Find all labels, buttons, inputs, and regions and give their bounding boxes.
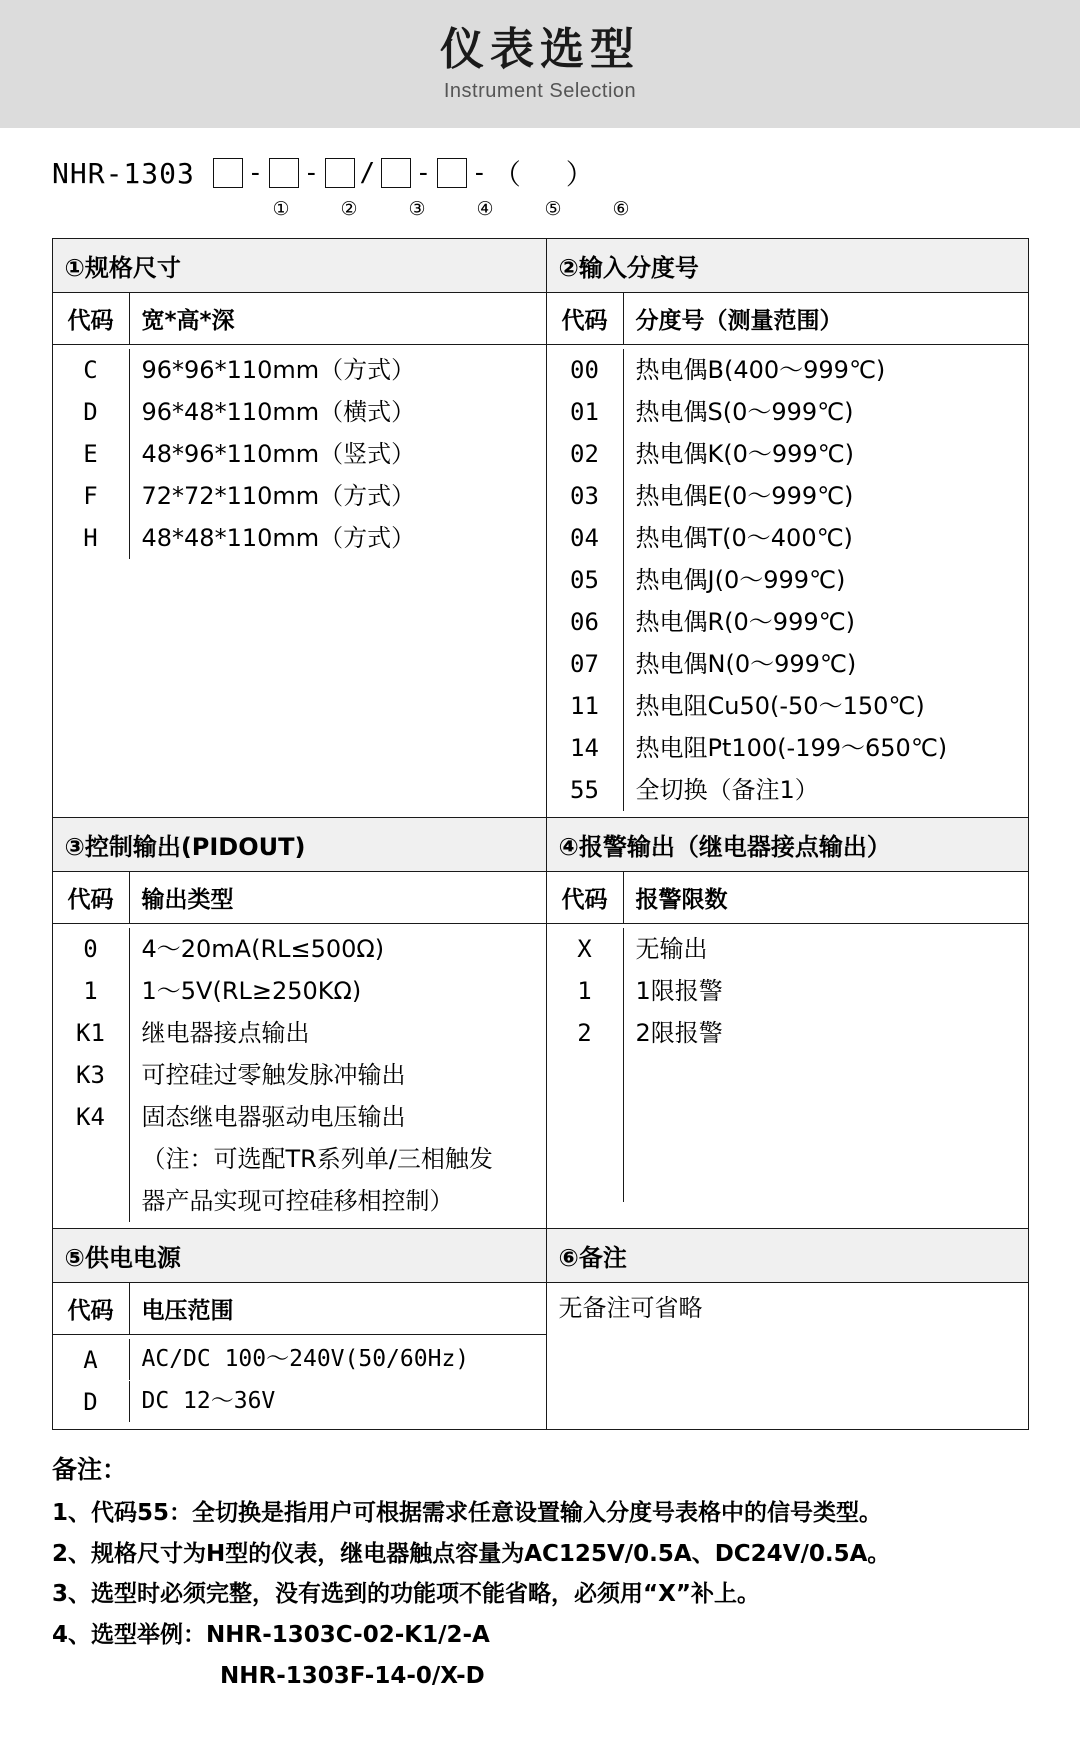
description: 热电阻Pt100(-199～650℃) <box>623 727 1028 769</box>
table-row <box>52 818 1028 1229</box>
section-1-head-desc: 宽*高*深 <box>129 293 546 344</box>
model-marker-6: ⑥ <box>612 198 630 220</box>
section-4-header <box>547 872 1028 924</box>
model-marker-3: ③ <box>408 198 426 220</box>
footer-item-2: 2、规格尺寸为H型的仪表，继电器触点容量为AC125V/0.5A、DC24V/0.5A。 <box>52 1540 891 1567</box>
section-3-note-1 <box>53 1138 546 1180</box>
list-item <box>53 1381 546 1423</box>
section-1-rows <box>53 345 546 565</box>
note-text: （注：可选配TR系列单/三相触发 <box>129 1138 546 1180</box>
model-code-row <box>52 150 1080 196</box>
footer-item-3: 3、选型时必须完整，没有选到的功能项不能省略，必须用“X”补上。 <box>52 1581 760 1608</box>
list-item <box>53 1054 546 1096</box>
list-item <box>53 1012 546 1054</box>
description: 热电偶N(0～999℃) <box>623 643 1028 685</box>
model-marker-5: ⑤ <box>544 198 562 220</box>
model-slot-2 <box>269 158 299 188</box>
page-header <box>0 0 1080 128</box>
code: 06 <box>570 608 599 636</box>
code: E <box>83 440 98 468</box>
description: 72*72*110mm（方式） <box>129 475 546 517</box>
section-2-head-code: 代码 <box>561 308 608 334</box>
section-4-head-desc: 报警限数 <box>623 872 1028 923</box>
description: 热电偶R(0～999℃) <box>623 601 1028 643</box>
footer-example-2: NHR-1303F-14-0/X-D <box>220 1662 485 1689</box>
code-empty <box>53 1180 129 1222</box>
code: 55 <box>570 776 599 804</box>
code: C <box>83 356 98 384</box>
description: 热电偶E(0～999℃) <box>623 475 1028 517</box>
description: 1限报警 <box>623 970 1028 1012</box>
section-6 <box>546 1229 1028 1430</box>
code: D <box>83 398 98 426</box>
section-1 <box>52 239 546 818</box>
description: 固态继电器驱动电压输出 <box>129 1096 546 1138</box>
list-item <box>53 391 546 433</box>
section-2-rows <box>547 345 1028 817</box>
section-2-header <box>547 293 1028 345</box>
model-slot-6: （ ） <box>492 158 608 191</box>
list-item <box>547 1012 1028 1054</box>
section-3-title: ③控制输出(PIDOUT) <box>53 818 546 872</box>
list-item <box>547 433 1028 475</box>
list-item <box>547 643 1028 685</box>
code: K3 <box>76 1061 105 1089</box>
code: 01 <box>570 398 599 426</box>
footer-notes <box>52 1450 1032 1693</box>
model-slot-4 <box>381 158 411 188</box>
list-item <box>53 1096 546 1138</box>
footer-item-4: 4、选型举例：NHR-1303C-02-K1/2-A <box>52 1621 490 1648</box>
description: 热电偶J(0～999℃) <box>623 559 1028 601</box>
description: DC 12～36V <box>129 1381 546 1422</box>
code: 00 <box>570 356 599 384</box>
model-marker-4: ④ <box>476 198 494 220</box>
description: 48*48*110mm（方式） <box>129 517 546 559</box>
section-1-header <box>53 293 546 345</box>
list-item <box>547 970 1028 1012</box>
code: A <box>83 1346 98 1374</box>
list-item <box>53 970 546 1012</box>
code: 07 <box>570 650 599 678</box>
section-2-head-desc: 分度号（测量范围） <box>623 293 1028 344</box>
code: D <box>83 1388 98 1416</box>
list-item <box>547 601 1028 643</box>
description: 可控硅过零触发脉冲输出 <box>129 1054 546 1096</box>
filler-row <box>547 1054 1028 1202</box>
model-slot-3 <box>325 158 355 188</box>
model-slot-5 <box>437 158 467 188</box>
list-item <box>53 928 546 970</box>
section-4 <box>546 818 1028 1229</box>
section-5 <box>52 1229 546 1430</box>
code: 11 <box>570 692 599 720</box>
section-6-text: 无备注可省略 <box>558 1294 703 1322</box>
code-empty <box>547 1054 623 1202</box>
section-4-title: ④报警输出（继电器接点输出） <box>547 818 1028 872</box>
table-row <box>52 239 1028 818</box>
code: 0 <box>83 935 98 963</box>
section-3-head-desc: 输出类型 <box>129 872 546 923</box>
page-title-cn: 仪表选型 <box>440 24 640 76</box>
list-item <box>547 559 1028 601</box>
description: 2限报警 <box>623 1012 1028 1054</box>
list-item <box>547 685 1028 727</box>
code: 04 <box>570 524 599 552</box>
section-1-head-code: 代码 <box>67 308 114 334</box>
list-item <box>547 769 1028 811</box>
list-item <box>547 391 1028 433</box>
description: 热电阻Cu50(-50～150℃) <box>623 685 1028 727</box>
section-6-title: ⑥备注 <box>547 1229 1028 1283</box>
section-3 <box>52 818 546 1229</box>
description: 48*96*110mm（竖式） <box>129 433 546 475</box>
list-item <box>547 475 1028 517</box>
description: 无输出 <box>623 928 1028 970</box>
list-item <box>547 928 1028 970</box>
code: 05 <box>570 566 599 594</box>
section-5-head-desc: 电压范围 <box>129 1283 546 1334</box>
note-text: 器产品实现可控硅移相控制） <box>129 1180 546 1222</box>
section-5-head-code: 代码 <box>67 1298 114 1324</box>
code: H <box>83 524 98 552</box>
code: F <box>83 482 98 510</box>
section-3-note-2 <box>53 1180 546 1222</box>
description: 热电偶S(0～999℃) <box>623 391 1028 433</box>
section-2 <box>546 239 1028 818</box>
code: K4 <box>76 1103 105 1131</box>
list-item <box>547 727 1028 769</box>
section-3-head-code: 代码 <box>67 887 114 913</box>
section-4-rows <box>547 924 1028 1208</box>
section-3-header <box>53 872 546 924</box>
description: 4～20mA(RL≤500Ω) <box>129 928 546 970</box>
section-5-rows <box>53 1335 546 1429</box>
model-code-area <box>52 150 1080 232</box>
code: X <box>577 935 592 963</box>
model-marker-1: ① <box>272 198 290 220</box>
section-3-rows <box>53 924 546 1228</box>
list-item <box>547 517 1028 559</box>
model-marker-2: ② <box>340 198 358 220</box>
code: 02 <box>570 440 599 468</box>
description: 继电器接点输出 <box>129 1012 546 1054</box>
description: 热电偶B(400～999℃) <box>623 349 1028 391</box>
model-sep-2: - <box>303 158 321 188</box>
list-item <box>53 475 546 517</box>
description: 96*48*110mm（横式） <box>129 391 546 433</box>
list-item <box>53 349 546 391</box>
model-name: NHR-1303 <box>52 156 195 190</box>
code-empty <box>53 1138 129 1180</box>
list-item <box>53 1339 546 1381</box>
footer-title: 备注： <box>52 1455 128 1484</box>
description: 热电偶T(0～400℃) <box>623 517 1028 559</box>
description: 96*96*110mm（方式） <box>129 349 546 391</box>
desc-empty <box>623 1054 1028 1202</box>
description: 全切换（备注1） <box>623 769 1028 811</box>
model-slot-1 <box>213 158 243 188</box>
description: 热电偶K(0～999℃) <box>623 433 1028 475</box>
section-4-head-code: 代码 <box>561 887 608 913</box>
description: AC/DC 100～240V(50/60Hz) <box>129 1339 546 1380</box>
code: 14 <box>570 734 599 762</box>
table-row <box>52 1229 1028 1430</box>
model-sep-1: - <box>247 158 265 188</box>
model-marker-row <box>247 198 1080 220</box>
section-5-header <box>53 1283 546 1335</box>
list-item <box>53 433 546 475</box>
code: 03 <box>570 482 599 510</box>
selection-table <box>52 238 1029 1430</box>
list-item <box>53 517 546 559</box>
code: K1 <box>76 1019 105 1047</box>
code: 1 <box>577 977 592 1005</box>
code: 2 <box>577 1019 592 1047</box>
section-5-title: ⑤供电电源 <box>53 1229 546 1283</box>
description: 1～5V(RL≥250KΩ) <box>129 970 546 1012</box>
page-title-en: Instrument Selection <box>443 79 637 102</box>
footer-item-1: 1、代码55：全切换是指用户可根据需求任意设置输入分度号表格中的信号类型。 <box>52 1500 883 1526</box>
model-slash: / <box>359 158 377 188</box>
section-2-title: ②输入分度号 <box>547 239 1028 293</box>
code: 1 <box>83 977 98 1005</box>
model-sep-3: - <box>415 158 433 188</box>
model-sep-4: - <box>471 158 489 188</box>
list-item <box>547 349 1028 391</box>
section-1-title: ①规格尺寸 <box>53 239 546 293</box>
